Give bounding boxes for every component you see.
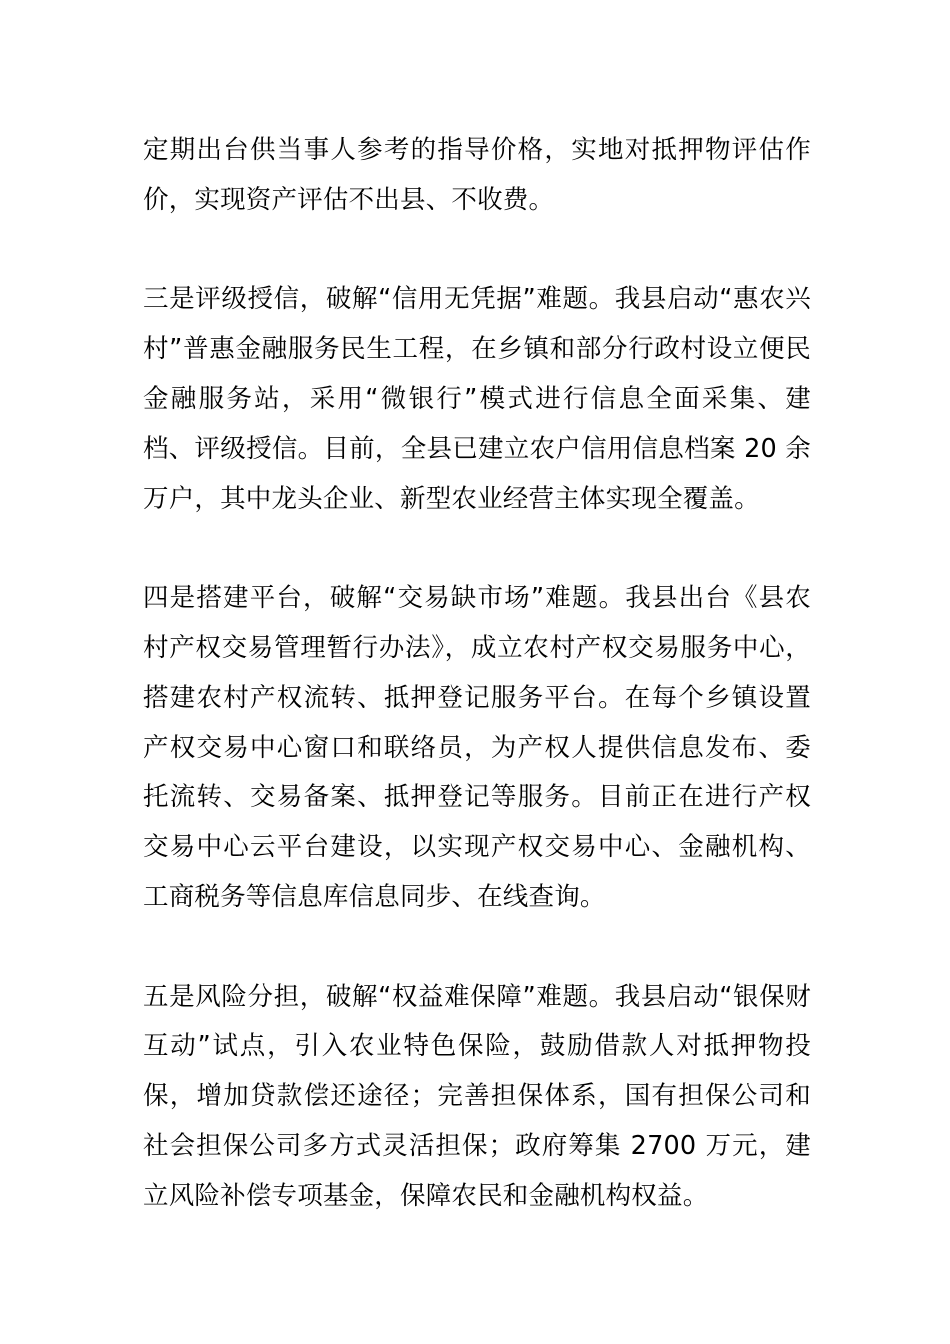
paragraph-trading-platform: 四是搭建平台，破解“交易缺市场”难题。我县出台《县农村产权交易管理暂行办法》，成立农村产权交易服务中心，搭建农村产权流转、抵押登记服务平台。在每个乡镇设置产权交易中心窗口和联络员，为产权人提供信息发布、委托流转、交易备案、抵押登记等服务。目前正在进行产权交易中心云平台建设，以实现产权交易中心、金融机构、工商税务等信息库信息同步、在线查询。 bbox=[143, 583, 811, 912]
paragraph-asset-valuation: 定期出台供当事人参考的指导价格，实地对抵押物评估作价，实现资产评估不出县、不收费。 bbox=[143, 135, 811, 215]
paragraph-risk-sharing: 五是风险分担，破解“权益难保障”难题。我县启动“银保财互动”试点，引入农业特色保险，鼓励借款人对抵押物投保，增加贷款偿还途径；完善担保体系，国有担保公司和社会担保公司多方式灵活担保；政府筹集 2700 万元，建立风险补偿专项基金，保障农民和金融机构权益。 bbox=[143, 981, 811, 1211]
paragraph-credit-rating: 三是评级授信，破解“信用无凭据”难题。我县启动“惠农兴村”普惠金融服务民生工程，在乡镇和部分行政村设立便民金融服务站，采用“微银行”模式进行信息全面采集、建档、评级授信。目前，全县已建立农户信用信息档案 20 余万户，其中龙头企业、新型农业经营主体实现全覆盖。 bbox=[143, 284, 811, 514]
document-body bbox=[143, 126, 811, 1222]
